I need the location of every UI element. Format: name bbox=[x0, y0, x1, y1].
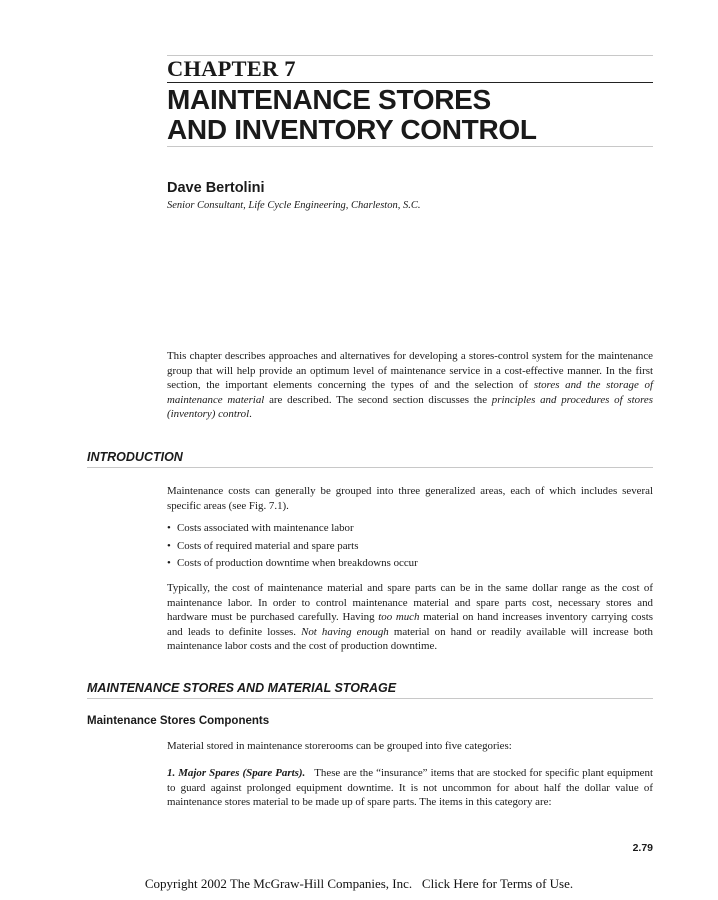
introduction-paragraph-2: Typically, the cost of maintenance material and spare parts can be in the same dollar range as the cost of maintenance labor. In order to control maintenance material and spare parts cost, necessary stores and hardware must be purchased carefully. Having too much material on hand increases inventory carrying costs and leads to definite losses. Not having enough material on hand or readily available will increase both maintenance labor costs and the cost of production downtime. bbox=[167, 582, 653, 652]
copyright-text: Copyright 2002 The McGraw-Hill Companies, Inc. bbox=[144, 876, 413, 891]
list-item: • Costs of production downtime when breakdowns occur bbox=[167, 557, 418, 569]
list-item: • Costs of required material and spare parts bbox=[167, 539, 359, 552]
stores-components-subheading: Maintenance Stores Components bbox=[87, 715, 270, 727]
page-number: 2.79 bbox=[632, 842, 653, 854]
abstract-paragraph: This chapter describes approaches and alternatives for developing a stores-control system for the maintenance group that will help provide an optimum level of maintenance service in a cost-effective manner. In the first section, the important elements concerning the types of and the selection of stores and the storage of maintenance material are described. The second section discusses the principles and procedures of stores (inventory) control. bbox=[167, 350, 654, 420]
stores-section-rule bbox=[87, 698, 653, 699]
introduction-paragraph-1: Maintenance costs can generally be grouped into three generalized areas, each of which includes several specific areas (see Fig. 7.1). bbox=[167, 485, 653, 512]
chapter-title-line-2: AND INVENTORY CONTROL bbox=[167, 114, 537, 145]
terms-of-use-link[interactable]: Click Here for Terms of Use. bbox=[421, 876, 574, 891]
chapter-title bbox=[167, 85, 537, 145]
chapter-title-line-1: MAINTENANCE STORES bbox=[167, 84, 491, 115]
chapter-label: CHAPTER 7 bbox=[167, 56, 296, 81]
author-affiliation: Senior Consultant, Life Cycle Engineering, Charleston, S.C. bbox=[167, 200, 421, 211]
chapter-rule bbox=[167, 82, 653, 83]
title-rule bbox=[167, 146, 653, 147]
stores-section-heading: MAINTENANCE STORES AND MATERIAL STORAGE bbox=[87, 681, 397, 695]
copyright-footer bbox=[0, 876, 718, 892]
major-spares-paragraph: 1. Major Spares (Spare Parts). These are the “insurance” items that are stocked for specific plant equipment to guard against prolonged equipment downtime. It is not uncommon for about half the dollar value of maintenance stores material to be made up of spare parts. The items in this category are: bbox=[167, 767, 653, 808]
stores-paragraph-1: Material stored in maintenance storerooms can be grouped into five categories: bbox=[167, 740, 512, 752]
list-item: • Costs associated with maintenance labor bbox=[167, 522, 354, 534]
cost-bullet-list bbox=[167, 520, 653, 573]
author-name: Dave Bertolini bbox=[167, 180, 265, 196]
introduction-heading: INTRODUCTION bbox=[87, 450, 183, 464]
introduction-rule bbox=[87, 467, 653, 468]
